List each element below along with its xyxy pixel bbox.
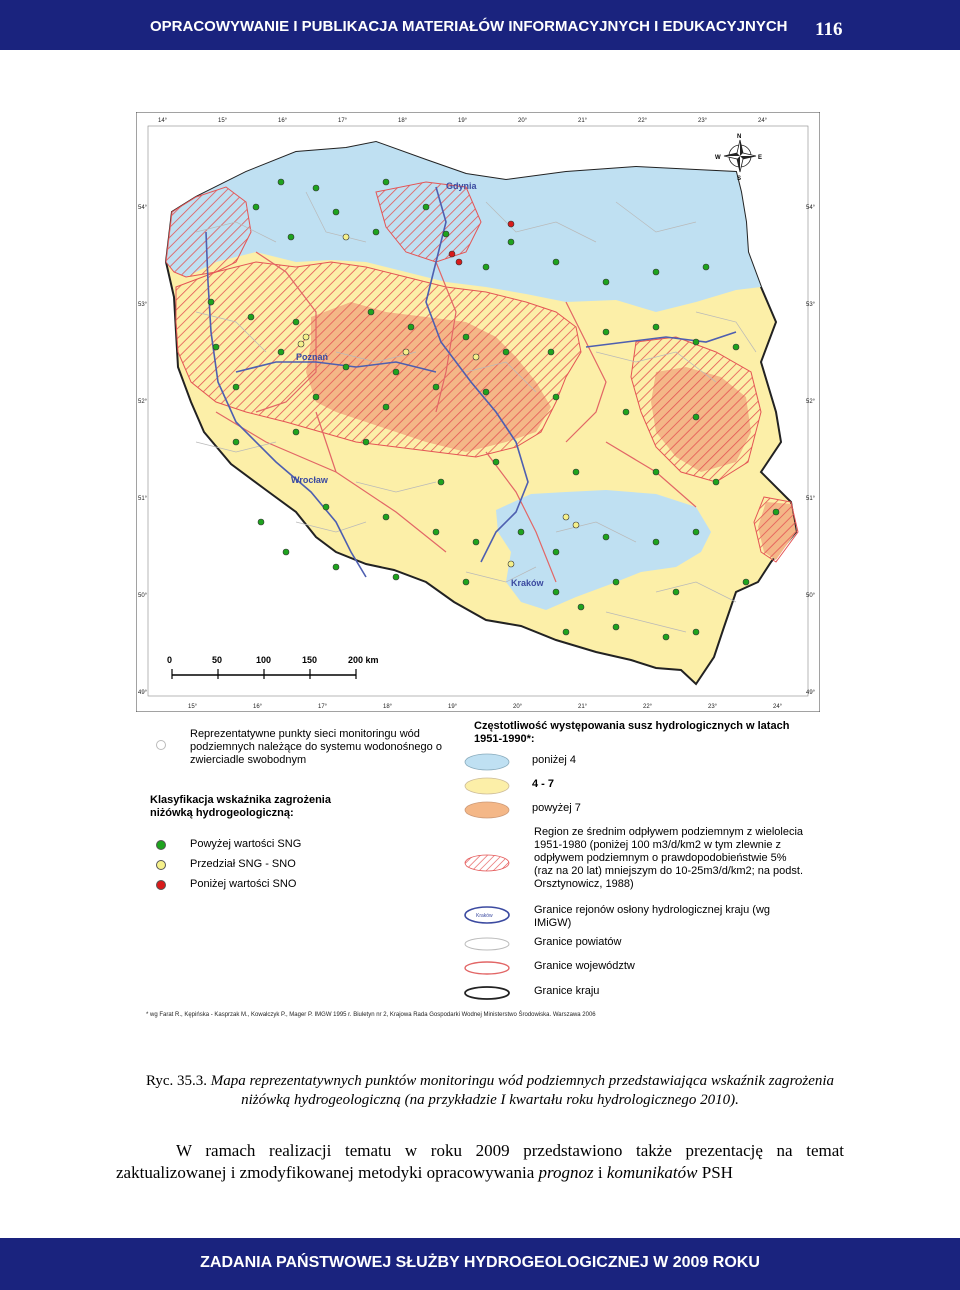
svg-text:23°: 23° [698, 118, 708, 124]
svg-text:20°: 20° [513, 704, 523, 710]
legend-swatch-orange [462, 800, 512, 820]
legend-dot-yellow [156, 860, 166, 870]
body-italic-komunikatow: komunikatów [606, 1163, 698, 1182]
svg-text:24°: 24° [773, 704, 783, 710]
legend-swatch-blue [462, 752, 512, 772]
svg-text:Kraków: Kraków [476, 913, 493, 919]
legend-freq-title: Częstotliwość występowania susz hydrologicznych w latach 1951-1990*: [474, 720, 790, 745]
svg-text:49°: 49° [138, 690, 148, 696]
svg-text:20°: 20° [518, 118, 528, 124]
svg-text:50°: 50° [806, 593, 816, 599]
svg-text:53°: 53° [138, 302, 148, 308]
legend-freq-1: poniżej 4 [532, 754, 577, 766]
svg-text:50°: 50° [138, 593, 148, 599]
svg-text:17°: 17° [318, 704, 328, 710]
city-poznan: Poznań [296, 352, 329, 362]
footer-title: ZADANIA PAŃSTWOWEJ SŁUŻBY HYDROGEOLOGICZNEJ W 2009 ROKU [200, 1254, 760, 1271]
legend-class-title: Klasyfikacja wskaźnika zagrożenia niżówką hydrogeologiczną: [150, 794, 331, 819]
svg-text:200 km: 200 km [348, 655, 379, 665]
map-legend [136, 712, 820, 1028]
legend-freq-3: powyżej 7 [532, 802, 581, 814]
svg-text:24°: 24° [758, 118, 768, 124]
body-conj: i [597, 1163, 603, 1182]
svg-text:51°: 51° [806, 496, 816, 502]
page-footer [0, 1238, 960, 1290]
svg-text:54°: 54° [138, 205, 148, 211]
svg-text:21°: 21° [578, 704, 588, 710]
body-italic-prognoz: prognoz [538, 1163, 594, 1182]
svg-text:19°: 19° [458, 118, 468, 124]
city-krakow: Kraków [511, 578, 544, 588]
svg-text:54°: 54° [806, 205, 816, 211]
body-paragraph [116, 1140, 844, 1184]
legend-swatch-krakow [462, 904, 512, 926]
legend-boundary-2: Granice powiatów [534, 936, 622, 948]
legend-points-title: Reprezentatywne punkty sieci monitoringu wód podziemnych należące do systemu wodonośnego o zwierciadle swobodnym [190, 728, 442, 766]
city-wroclaw: Wrocław [291, 475, 328, 485]
poland-map [136, 112, 820, 712]
legend-swatch-voivodeship [462, 958, 512, 978]
svg-text:15°: 15° [188, 704, 198, 710]
svg-text:50: 50 [212, 655, 223, 665]
svg-text:21°: 21° [578, 118, 588, 124]
legend-freq-2: 4 - 7 [532, 778, 555, 790]
svg-text:17°: 17° [338, 118, 348, 124]
svg-text:E: E [758, 155, 763, 161]
svg-text:52°: 52° [806, 399, 816, 405]
svg-text:19°: 19° [448, 704, 458, 710]
legend-source: * wg Farat R., Kępińska - Kasprzak M., Kowalczyk P., Mager P. IMGW 1995 r. Biuletyn nr 2, Krajowa Rada Gospodarki Wodnej Ministerstwo Środowiska. Warszawa 2006 [146, 1012, 596, 1018]
svg-text:52°: 52° [138, 399, 148, 405]
legend-class-red: Poniżej wartości SNO [190, 878, 297, 890]
legend-points-swatch [156, 740, 166, 750]
legend-swatch-country [462, 983, 512, 1003]
svg-text:18°: 18° [383, 704, 393, 710]
header-title: OPRACOWYWANIE I PUBLIKACJA MATERIAŁÓW INFORMACYJNYCH I EDUKACYJNYCH [150, 18, 788, 35]
caption-number: Ryc. 35.3. [145, 1073, 208, 1089]
legend-boundary-3: Granice województw [534, 960, 635, 972]
legend-swatch-hatch [462, 852, 512, 874]
svg-text:14°: 14° [158, 118, 168, 124]
legend-class-green: Powyżej wartości SNG [190, 838, 302, 850]
legend-boundary-1: Granice rejonów osłony hydrologicznej kraju (wg IMiGW) [534, 904, 771, 929]
body-text: W ramach realizacji tematu w roku 2009 przedstawiono także prezentację na temat zaktualizowanej i zmodyfikowanej metodyki opracowywania [116, 1141, 844, 1182]
svg-text:S: S [737, 176, 742, 182]
svg-text:W: W [715, 155, 721, 161]
svg-text:49°: 49° [806, 690, 816, 696]
svg-text:16°: 16° [278, 118, 288, 124]
svg-text:N: N [737, 134, 742, 140]
svg-text:22°: 22° [643, 704, 653, 710]
legend-swatch-yellow [462, 776, 512, 796]
svg-text:16°: 16° [253, 704, 263, 710]
caption-text: Mapa reprezentatywnych punktów monitoringu wód podziemnych przedstawiająca wskaźnik zagrożenia niżówką hydrogeologiczną (na przykładzie I kwartału roku hydrologicznego 2010). [210, 1073, 835, 1108]
legend-swatch-powiat [462, 934, 512, 954]
svg-text:23°: 23° [708, 704, 718, 710]
city-gdynia: Gdynia [446, 181, 477, 191]
body-end: PSH [701, 1163, 733, 1182]
svg-text:0: 0 [167, 655, 173, 665]
svg-text:100: 100 [256, 655, 272, 665]
legend-class-yellow: Przedział SNG - SNO [190, 858, 296, 870]
svg-text:15°: 15° [218, 118, 228, 124]
svg-text:53°: 53° [806, 302, 816, 308]
page-header [0, 0, 960, 50]
figure-caption [140, 1072, 840, 1110]
legend-dot-red [156, 880, 166, 890]
legend-boundary-4: Granice kraju [534, 985, 600, 997]
legend-region-text: Region ze średnim odpływem podziemnym z wielolecia 1951-1980 (poniżej 100 m3/d/km2 w tym zlewnie z odpływem podziemnym o prawdopodobieństwie 5% (raz na 20 lat) mniejszym do 10-25m3/d/km2; na podst. Orsztynowicz, 1988) [534, 826, 804, 890]
svg-text:18°: 18° [398, 118, 408, 124]
svg-text:150: 150 [302, 655, 318, 665]
svg-text:51°: 51° [138, 496, 148, 502]
svg-text:22°: 22° [638, 118, 648, 124]
page-number: 116 [815, 19, 843, 40]
legend-dot-green [156, 840, 166, 850]
